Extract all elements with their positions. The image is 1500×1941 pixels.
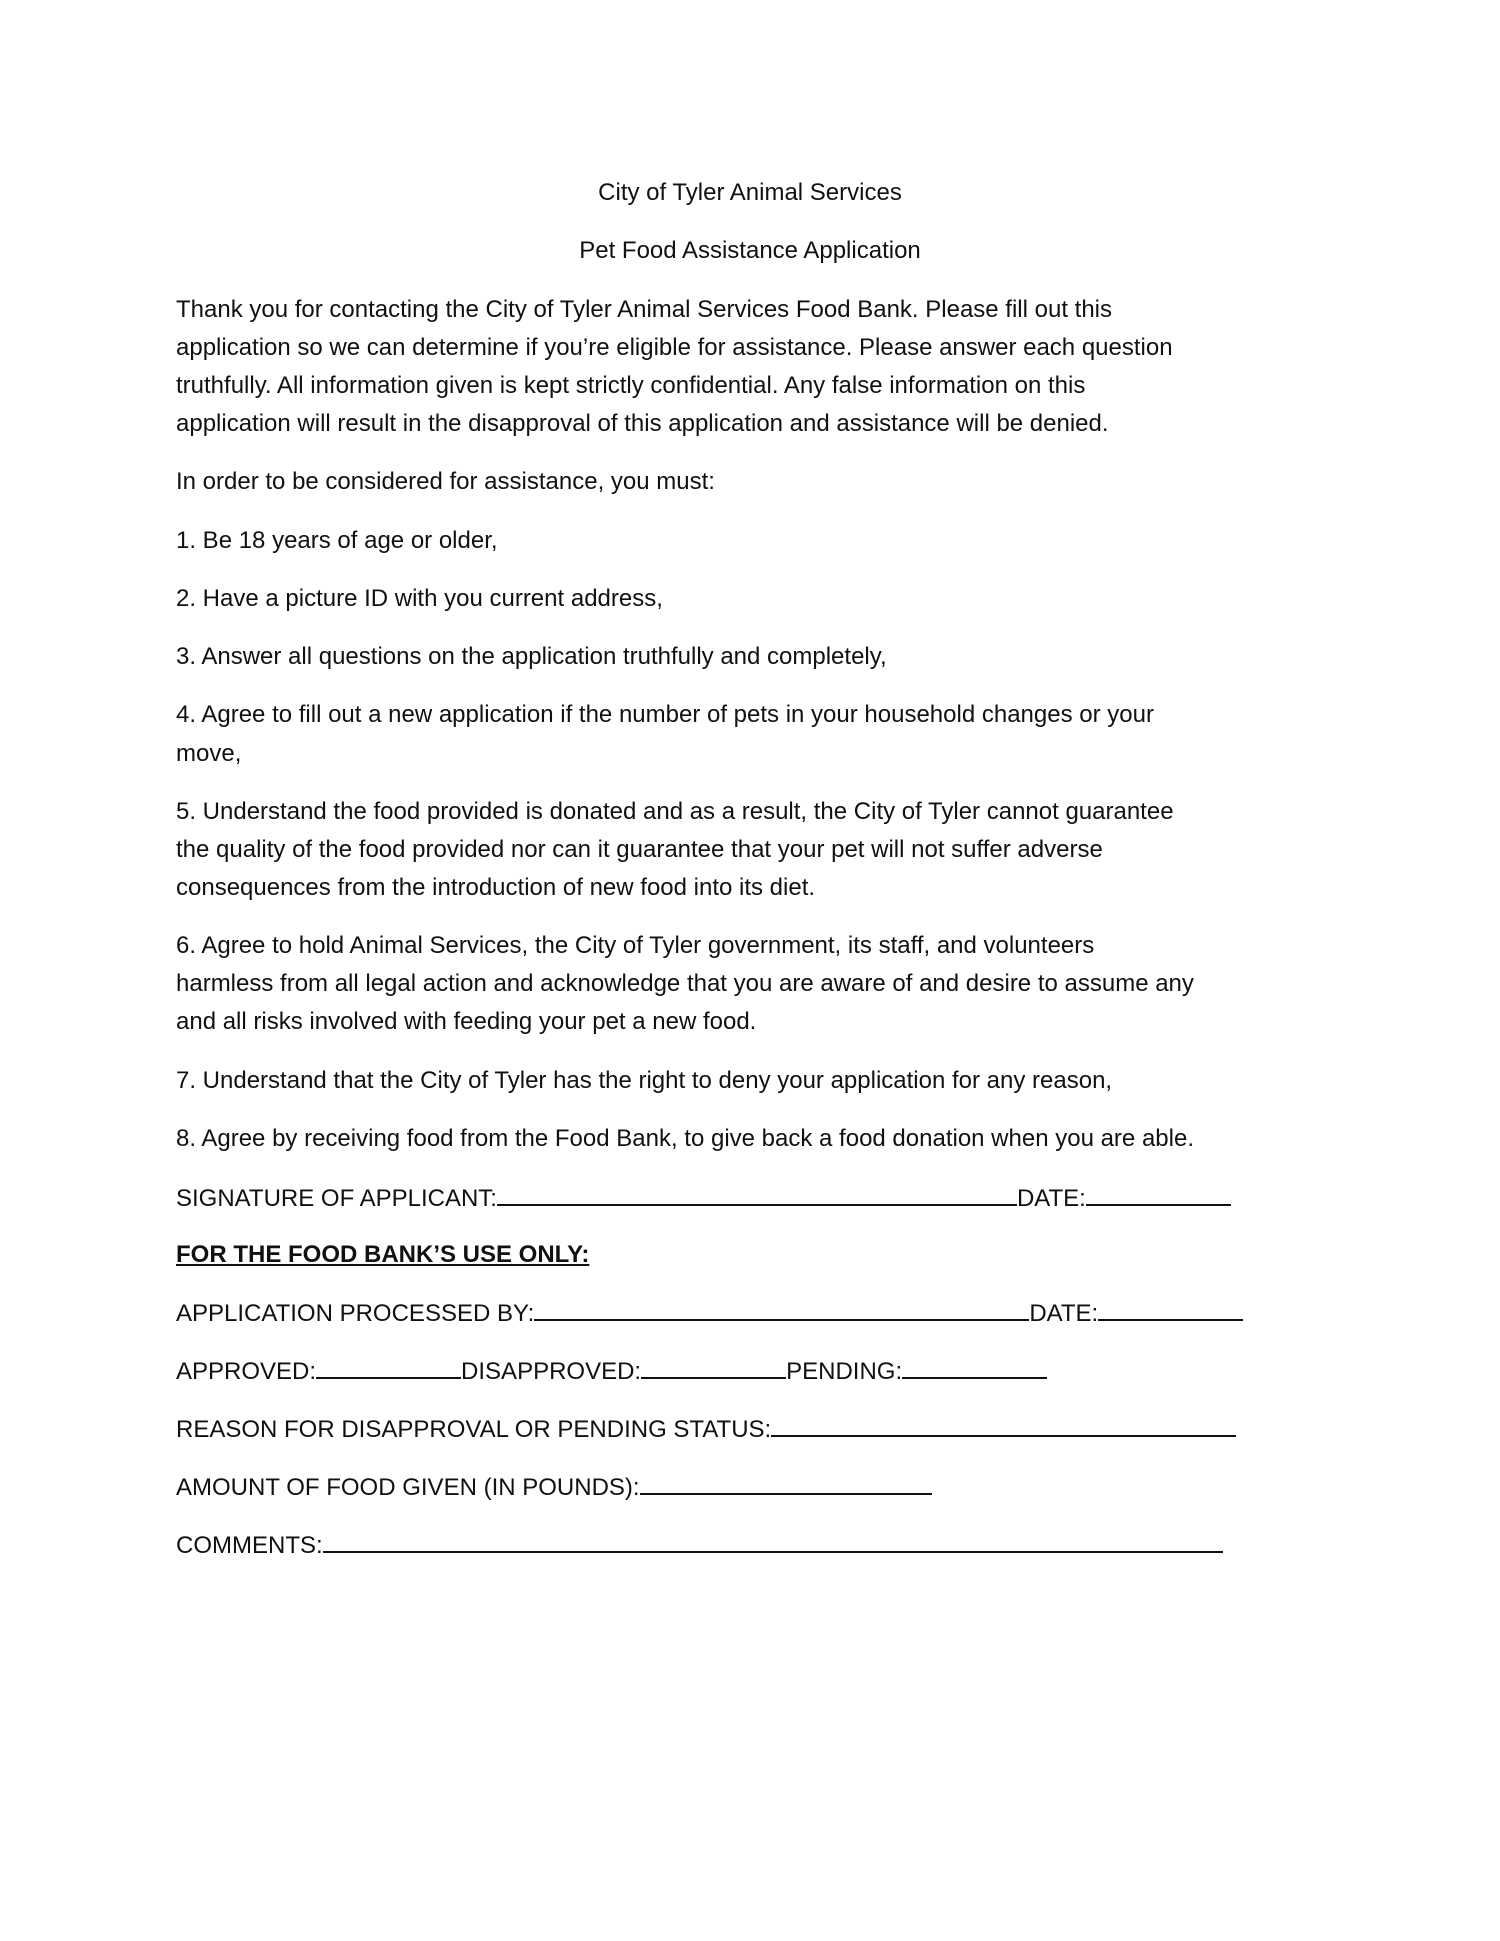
requirement-5: the quality of the food provided nor can it guarantee that your pet will not suffer adverse [176, 836, 1103, 863]
requirements-intro: In order to be considered for assistance, you must: [176, 468, 715, 495]
processed-by-field[interactable] [534, 1297, 1029, 1321]
intro-line: application so we can determine if you’re eligible for assistance. Please answer each question [176, 334, 1173, 361]
intro-line: Thank you for contacting the City of Tyler Animal Services Food Bank. Please fill out this [176, 296, 1113, 323]
processed-by-label: APPLICATION PROCESSED BY: [176, 1300, 535, 1327]
amount-label: AMOUNT OF FOOD GIVEN (IN POUNDS): [176, 1474, 640, 1501]
signature-row [176, 1182, 1231, 1214]
comments-label: COMMENTS: [176, 1532, 323, 1559]
office-use-heading: FOR THE FOOD BANK’S USE ONLY: [176, 1241, 590, 1268]
amount-field[interactable] [640, 1471, 932, 1495]
approved-field[interactable] [316, 1355, 461, 1379]
disapproved-field[interactable] [641, 1355, 786, 1379]
requirement-7: 7. Understand that the City of Tyler has the right to deny your application for any reason, [176, 1067, 1113, 1094]
intro-line: truthfully. All information given is kept strictly confidential. Any false information on this [176, 372, 1086, 399]
amount-row [176, 1471, 932, 1503]
document-title: City of Tyler Animal Services [598, 179, 902, 206]
requirement-3: 3. Answer all questions on the application truthfully and completely, [176, 643, 887, 670]
approved-label: APPROVED: [176, 1358, 317, 1385]
signature-date-field[interactable] [1086, 1182, 1231, 1206]
requirement-6: 6. Agree to hold Animal Services, the City of Tyler government, its staff, and volunteers [176, 932, 1095, 959]
status-row [176, 1355, 1047, 1387]
processed-by-row [176, 1297, 1243, 1329]
requirement-6: harmless from all legal action and acknowledge that you are aware of and desire to assume any [176, 970, 1194, 997]
pending-label: PENDING: [786, 1358, 903, 1385]
processed-date-label: DATE: [1029, 1300, 1099, 1327]
signature-field[interactable] [497, 1182, 1017, 1206]
signature-label: SIGNATURE OF APPLICANT: [176, 1185, 497, 1212]
requirement-8: 8. Agree by receiving food from the Food Bank, to give back a food donation when you are able. [176, 1125, 1194, 1152]
comments-field[interactable] [323, 1529, 1223, 1553]
requirement-5: consequences from the introduction of new food into its diet. [176, 874, 816, 901]
requirement-4: 4. Agree to fill out a new application if the number of pets in your household changes or your [176, 701, 1154, 728]
processed-date-field[interactable] [1098, 1297, 1243, 1321]
reason-label: REASON FOR DISAPPROVAL OR PENDING STATUS: [176, 1416, 772, 1443]
signature-date-label: DATE: [1016, 1185, 1086, 1212]
pending-field[interactable] [902, 1355, 1047, 1379]
requirement-6: and all risks involved with feeding your pet a new food. [176, 1008, 757, 1035]
document-subtitle: Pet Food Assistance Application [579, 237, 921, 264]
requirement-4: move, [176, 740, 242, 767]
comments-row [176, 1529, 1223, 1561]
requirement-2: 2. Have a picture ID with you current address, [176, 585, 663, 612]
requirement-1: 1. Be 18 years of age or older, [176, 527, 498, 554]
reason-field[interactable] [771, 1413, 1236, 1437]
requirement-5: 5. Understand the food provided is donated and as a result, the City of Tyler cannot guarantee [176, 798, 1174, 825]
intro-line: application will result in the disapproval of this application and assistance will be denied. [176, 410, 1109, 437]
disapproved-label: DISAPPROVED: [461, 1358, 642, 1385]
reason-row [176, 1413, 1236, 1445]
